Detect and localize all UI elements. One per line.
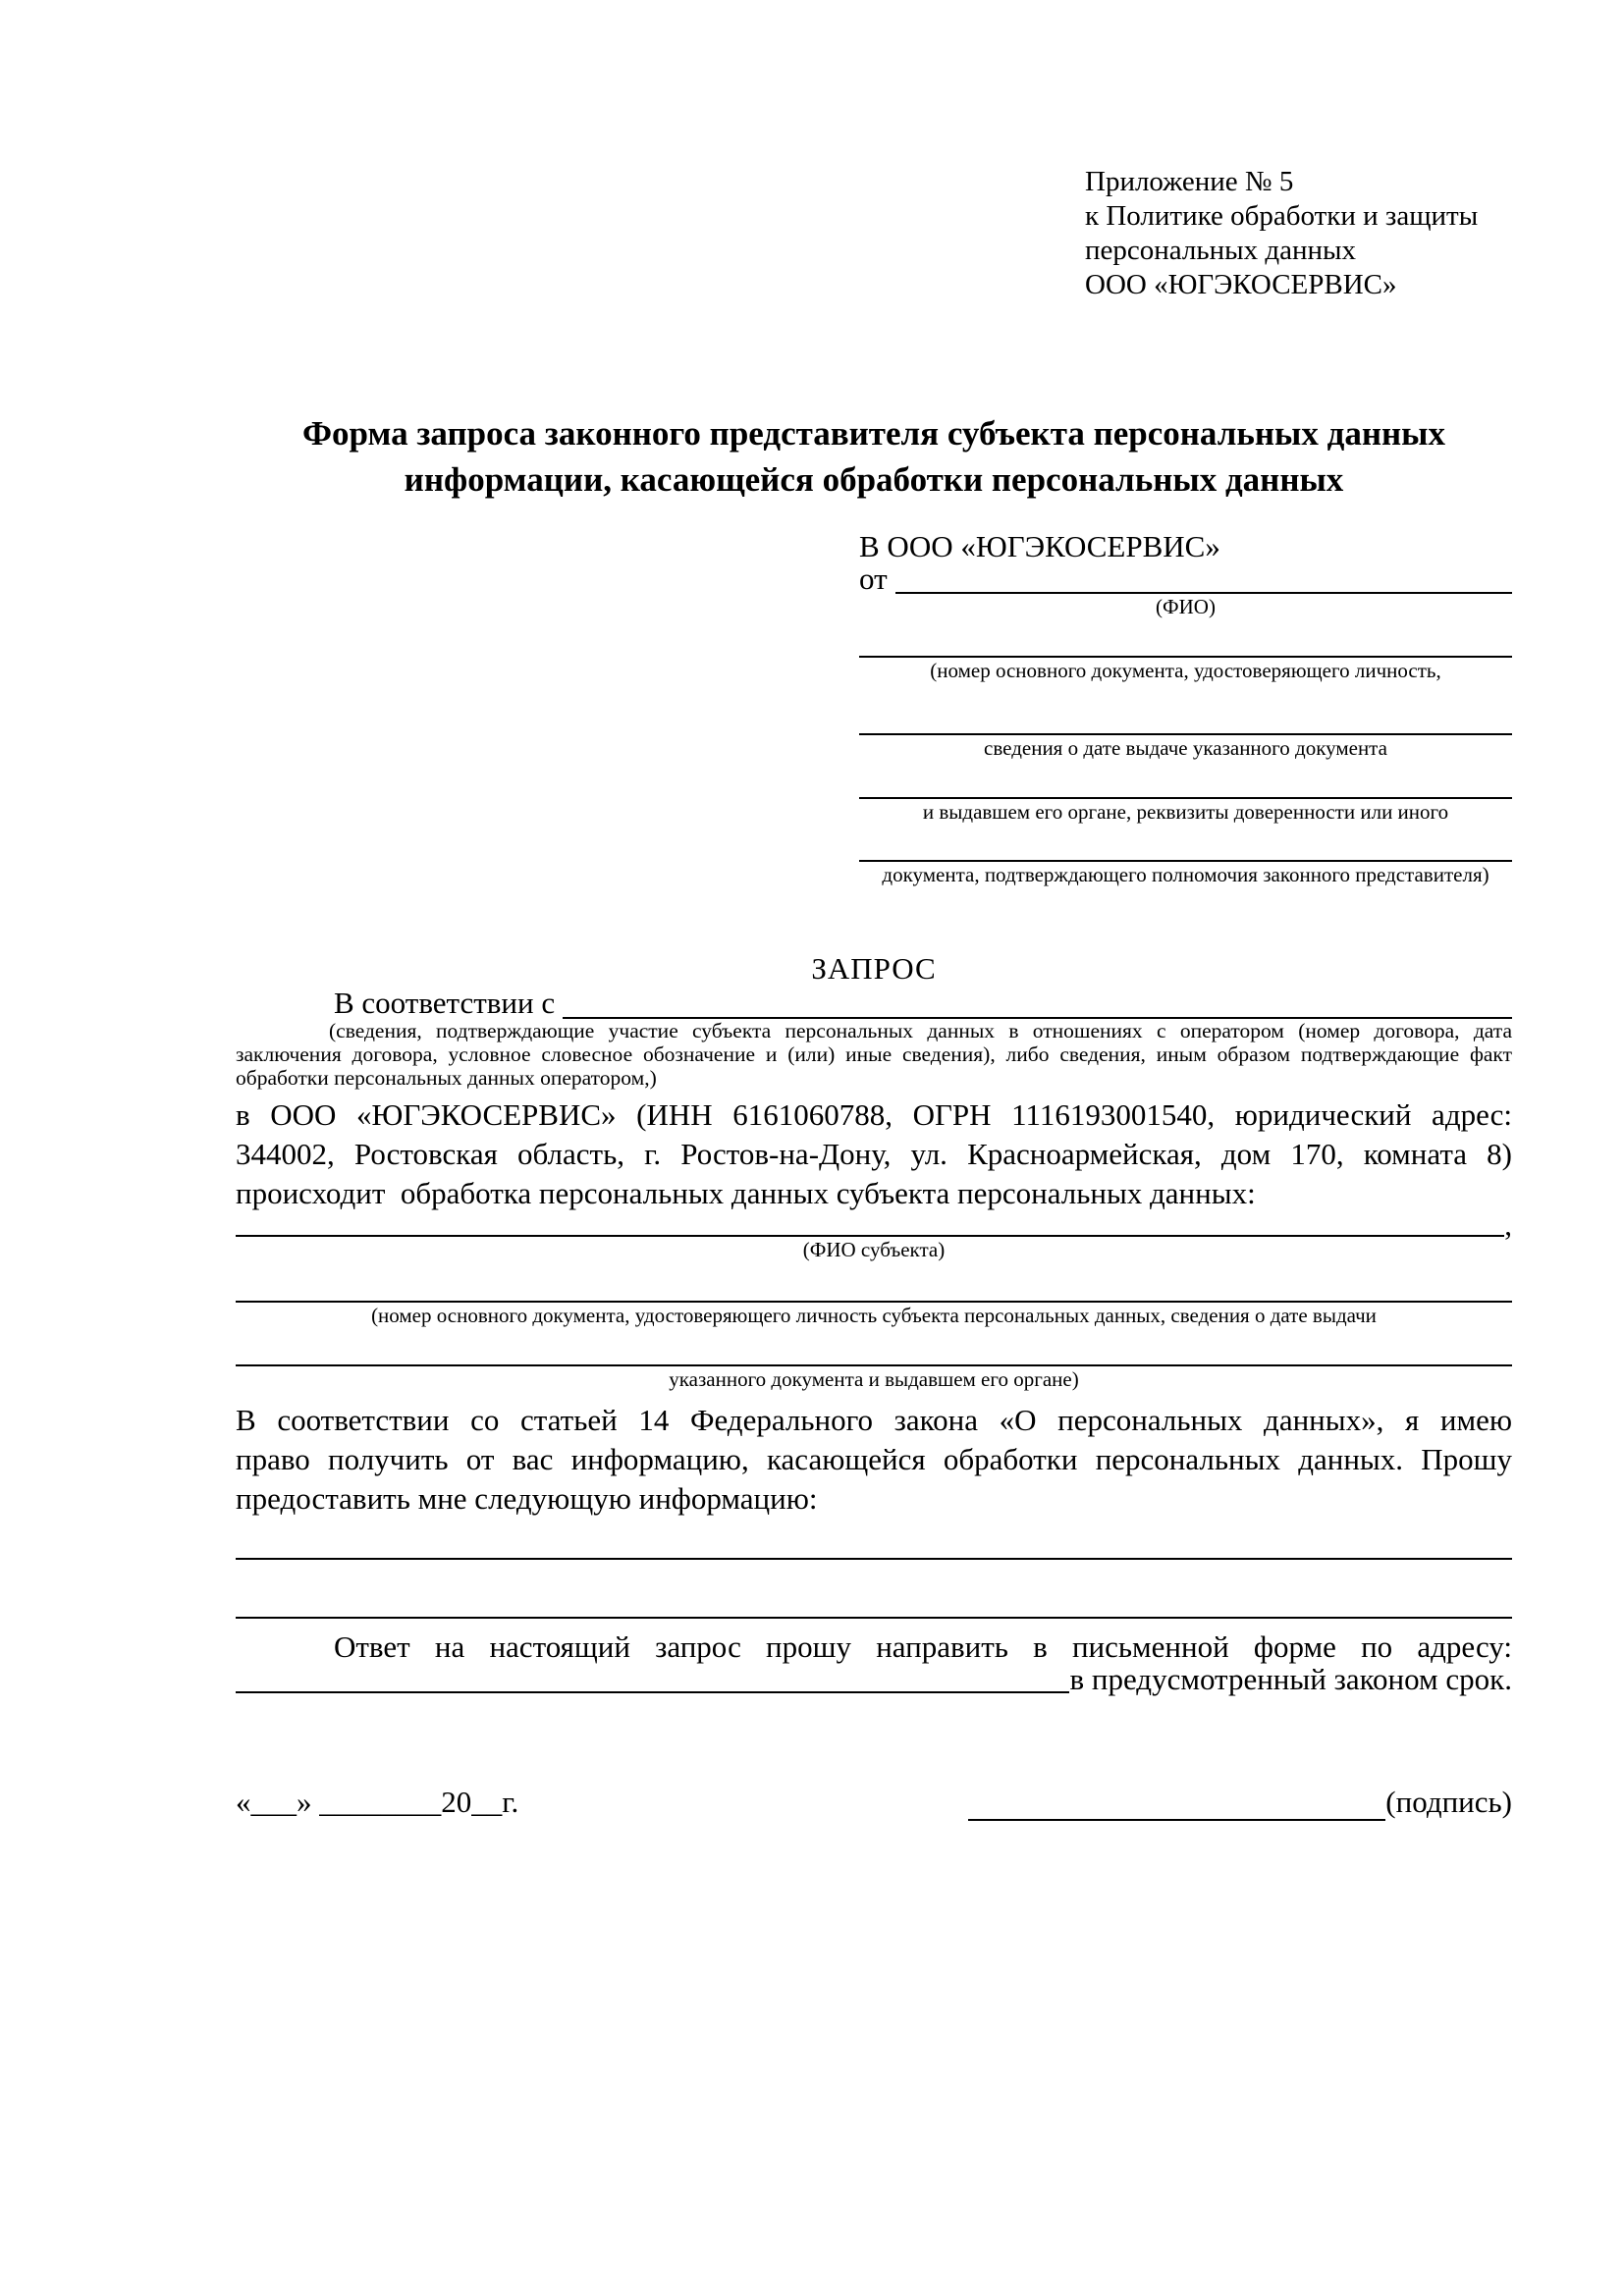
subject-fio-caption: (ФИО субъекта) xyxy=(802,1238,946,1261)
field-caption: сведения о дате выдаче указанного документа xyxy=(984,736,1387,760)
subject-fio-row xyxy=(236,1207,1512,1242)
appendix-line: к Политике обработки и защиты xyxy=(1085,200,1479,232)
intro-caption-line: обработки персональных данных оператором,) xyxy=(236,1066,657,1090)
appendix-line: ООО «ЮГЭКОСЕРВИС» xyxy=(1085,269,1397,300)
intro-caption-line: (сведения, подтверждающие участие субъекта персональных данных в отношениях с оператором (номер договора, дата xyxy=(329,1019,1512,1042)
from-field-row xyxy=(859,561,1512,596)
from-label: от xyxy=(859,561,888,596)
form-title: Форма запроса законного представителя субъекта персональных данных информации, касающейся обработки персональных данных xyxy=(302,414,1445,499)
fio-comma: , xyxy=(1504,1207,1512,1242)
operator-paragraph xyxy=(236,1095,1512,1213)
date-blank: «___» ________20__г. xyxy=(236,1785,519,1819)
subject-doc-caption: (номер основного документа, удостоверяющего личность субъекта персональных данных, сведения о дате выдачи xyxy=(371,1304,1377,1327)
fio-caption: (ФИО) xyxy=(1156,595,1216,618)
reply-address-row xyxy=(236,1662,1512,1696)
request-heading: ЗАПРОС xyxy=(811,951,937,986)
intro-field-row xyxy=(236,988,1512,1019)
reply-suffix: в предусмотренный законом срок. xyxy=(1069,1662,1512,1696)
signature-group xyxy=(968,1784,1512,1821)
blank-field-line xyxy=(859,683,1512,735)
addressee-block xyxy=(859,528,1512,887)
appendix-line: персональных данных xyxy=(1085,235,1357,266)
footer-row xyxy=(236,1784,1512,1821)
blank-field-line xyxy=(859,761,1512,799)
intro-caption-line: заключения договора, условное словесное обозначение и (или) иные сведения), либо сведения, иным образом подтверждающие факт xyxy=(236,1042,1512,1066)
blank-field-line xyxy=(859,825,1512,862)
paragraph-line: происходит обработка персональных данных субъекта персональных данных: xyxy=(236,1176,1256,1210)
law-paragraph xyxy=(236,1401,1512,1519)
paragraph-line: В соответствии со статьей 14 Федерального закона «О персональных данных», я имею xyxy=(236,1403,1512,1437)
answer-blank-line xyxy=(236,1560,1512,1619)
answer-blank-line xyxy=(236,1519,1512,1560)
intro-label: В соответствии с xyxy=(334,986,556,1020)
signature-blank-line xyxy=(968,1791,1385,1821)
paragraph-line: 344002, Ростовская область, г. Ростов-на-Дону, ул. Красноармейская, дом 170, комната 8) xyxy=(236,1137,1512,1171)
reply-paragraph: Ответ на настоящий запрос прошу направить в письменной форме по адресу: xyxy=(334,1629,1512,1664)
appendix-line: Приложение № 5 xyxy=(1085,166,1294,197)
subject-doc-blank-line xyxy=(236,1262,1512,1303)
paragraph-line: предоставить мне следующую информацию: xyxy=(236,1481,818,1516)
intro-caption-paragraph xyxy=(236,1019,1512,1090)
field-caption: документа, подтверждающего полномочия законного представителя) xyxy=(882,863,1489,886)
blank-field-line xyxy=(859,619,1512,658)
addressee-to: В ООО «ЮГЭКОСЕРВИС» xyxy=(859,529,1220,563)
field-caption: (номер основного документа, удостоверяющего личность, xyxy=(930,659,1441,682)
subject-doc-caption: указанного документа и выдавшем его органе) xyxy=(669,1367,1079,1391)
paragraph-line: право получить от вас информацию, касающейся обработки персональных данных. Прошу xyxy=(236,1442,1512,1476)
document-content xyxy=(236,0,1512,1821)
reply-address-blank-line xyxy=(236,1691,1069,1693)
paragraph-line: в ООО «ЮГЭКОСЕРВИС» (ИНН 6161060788, ОГРН 1116193001540, юридический адрес: xyxy=(236,1097,1512,1132)
subject-doc-blank-line xyxy=(236,1328,1512,1366)
field-caption: и выдавшем его органе, реквизиты доверенности или иного xyxy=(922,800,1449,824)
signature-caption: (подпись) xyxy=(1385,1785,1512,1819)
